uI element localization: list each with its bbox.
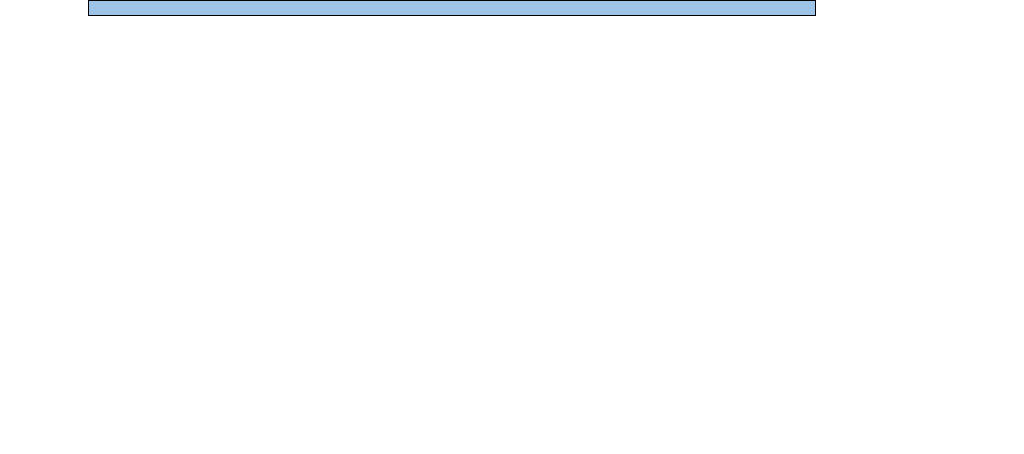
page-title (88, 0, 816, 16)
